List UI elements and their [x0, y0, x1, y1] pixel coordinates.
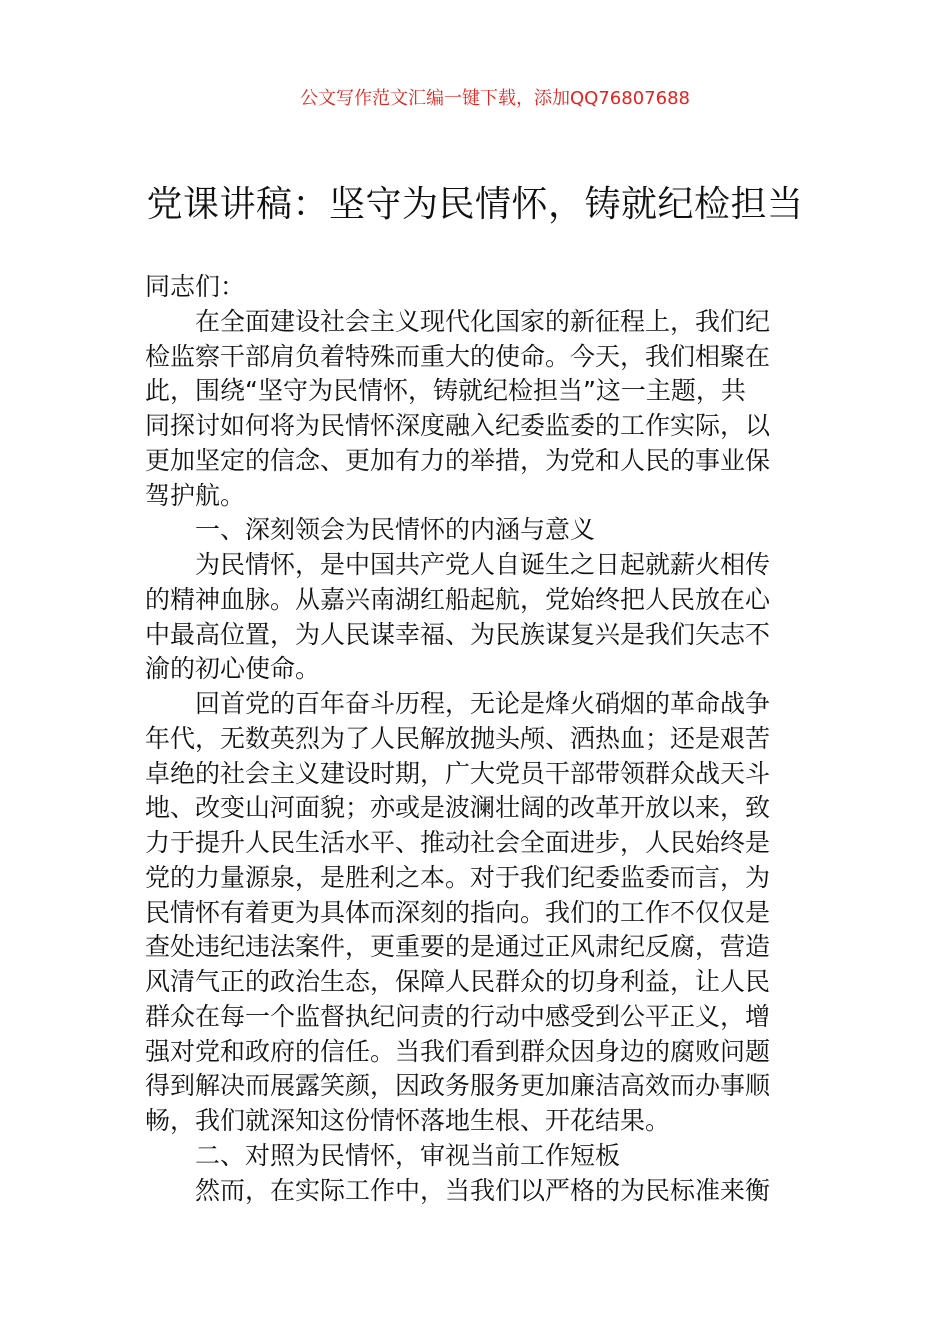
text-line: 卓绝的社会主义建设时期，广大党员干部带领群众战天斗 — [145, 758, 771, 788]
text-line: 然而，在实际工作中，当我们以严格的为民标准来衡 — [145, 1175, 771, 1205]
document-body — [145, 270, 815, 1208]
text-line: 同探讨如何将为民情怀深度融入纪委监委的工作实际，以 — [145, 411, 771, 440]
text-line: 更加坚定的信念、更加有力的举措，为党和人民的事业保 — [145, 445, 771, 475]
text-line: 回首党的百年奋斗历程，无论是烽火硝烟的革命战争 — [145, 689, 771, 718]
text-line: 二、对照为民情怀，审视当前工作短板 — [145, 1140, 621, 1170]
text-line: 风清气正的政治生态，保障人民群众的切身利益，让人民 — [145, 967, 771, 996]
text-line: 此，围绕“坚守为民情怀，铸就纪检担当”这一主题，共 — [145, 376, 746, 406]
text-line: 为民情怀，是中国共产党人自诞生之日起就薪火相传 — [145, 550, 771, 579]
text-line: 得到解决而展露笑颜，因政务服务更加廉洁高效而办事顺 — [145, 1071, 771, 1101]
text-line: 驾护航。 — [145, 480, 246, 510]
text-line: 畅，我们就深知这份情怀落地生根、开花结果。 — [145, 1106, 671, 1135]
text-line: 强对党和政府的信任。当我们看到群众因身边的腐败问题 — [145, 1036, 771, 1066]
text-line: 的精神血脉。从嘉兴南湖红船起航，党始终把人民放在心 — [145, 584, 771, 614]
text-line: 渝的初心使命。 — [145, 654, 321, 684]
text-line: 民情怀有着更为具体而深刻的指向。我们的工作不仅仅是 — [145, 897, 771, 927]
text-line: 同志们： — [145, 272, 246, 301]
download-banner: 公文写作范文汇编一键下载，添加QQ76807688 — [300, 88, 690, 109]
document-title: 党课讲稿：坚守为民情怀，铸就纪检担当 — [146, 184, 804, 225]
text-line: 在全面建设社会主义现代化国家的新征程上，我们纪 — [145, 306, 771, 336]
text-line: 一、深刻领会为民情怀的内涵与意义 — [145, 515, 596, 545]
text-line: 年代，无数英烈为了人民解放抛头颅、洒热血；还是艰苦 — [145, 723, 771, 753]
text-line: 力于提升人民生活水平、推动社会全面进步，人民始终是 — [145, 828, 771, 857]
text-line: 检监察干部肩负着特殊而重大的使命。今天，我们相聚在 — [145, 341, 771, 371]
text-line: 查处违纪违法案件，更重要的是通过正风肃纪反腐，营造 — [145, 932, 771, 962]
text-line: 中最高位置，为人民谋幸福、为民族谋复兴是我们矢志不 — [145, 619, 771, 649]
text-line: 党的力量源泉，是胜利之本。对于我们纪委监委而言，为 — [145, 862, 771, 892]
text-line: 地、改变山河面貌；亦或是波澜壮阔的改革开放以来，致 — [145, 793, 771, 823]
text-line: 群众在每一个监督执纪问责的行动中感受到公平正义，增 — [145, 1001, 771, 1031]
